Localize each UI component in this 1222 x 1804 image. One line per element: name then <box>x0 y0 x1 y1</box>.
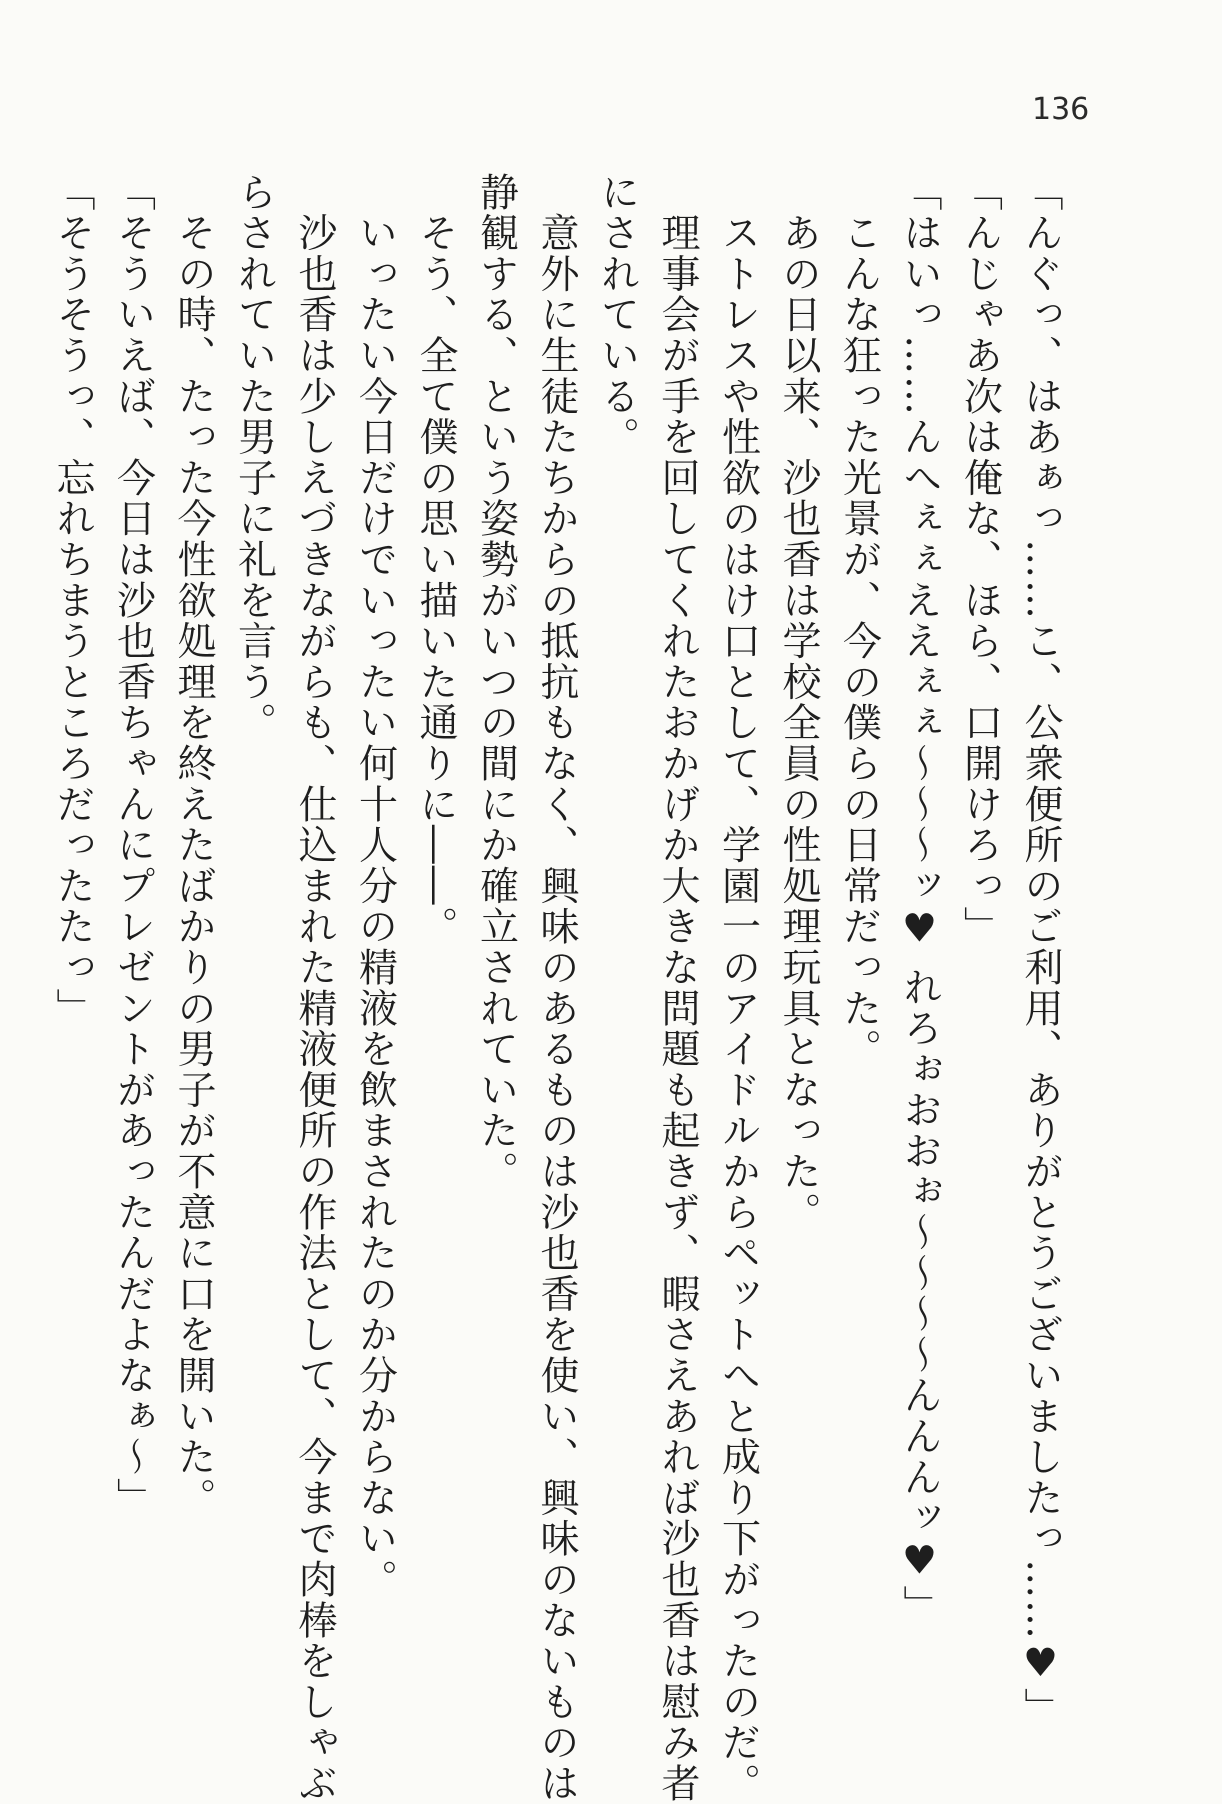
text-line: いったい今日だけでいったい何十人分の精液を飲まされたのか分からない。 <box>352 172 398 1600</box>
text-line: 静観する、という姿勢がいつの間にか確立されていた。 <box>473 172 519 1192</box>
text-line: 「はいっ……んへぇぇええぇぇ〜〜〜ッ♥ れろぉおおぉ〜〜〜〜んんんッ♥」 <box>897 172 942 1627</box>
text-line: あの日以来、沙也香は学校全員の性処理玩具となった。 <box>776 172 821 1233</box>
text-line: 「んじゃあ次は俺な、ほら、口開けろっ」 <box>957 172 1003 948</box>
text-line: 「んぐっ、はあぁっ……こ、公衆便所のご利用、ありがとうございましたっ……♥」 <box>1018 172 1063 1729</box>
text-line: そう、全て僕の思い描いた通りに――。 <box>413 172 458 948</box>
text-line: らされていた男子に礼を言う。 <box>231 172 277 744</box>
novel-body-text <box>42 172 1071 1804</box>
page-number: 136 <box>1032 92 1090 127</box>
text-line: にされている。 <box>594 172 640 458</box>
text-line: 「そういえば、今日は沙也香ちゃんにプレゼントがあったんだよなぁ〜」 <box>110 172 156 1519</box>
text-line: その時、たった今性欲処理を終えたばかりの男子が不意に口を開いた。 <box>171 172 216 1519</box>
text-line: 沙也香は少しえづきながらも、仕込まれた精液便所の作法として、今まで肉棒をしゃぶ <box>292 172 337 1804</box>
text-line: こんな狂った光景が、今の僕らの日常だった。 <box>836 172 882 1070</box>
text-line: 「そうそうっ、忘れちまうところだったたっ」 <box>50 172 95 1029</box>
text-line: 理事会が手を回してくれたおかげか大きな問題も起きず、暇さえあれば沙也香は慰み者 <box>655 172 700 1804</box>
text-line: ストレスや性欲のはけ口として、学園一のアイドルからペットへと成り下がったのだ。 <box>715 172 761 1804</box>
text-line: 意外に生徒たちからの抵抗もなく、興味のあるものは沙也香を使い、興味のないものは <box>534 172 579 1804</box>
